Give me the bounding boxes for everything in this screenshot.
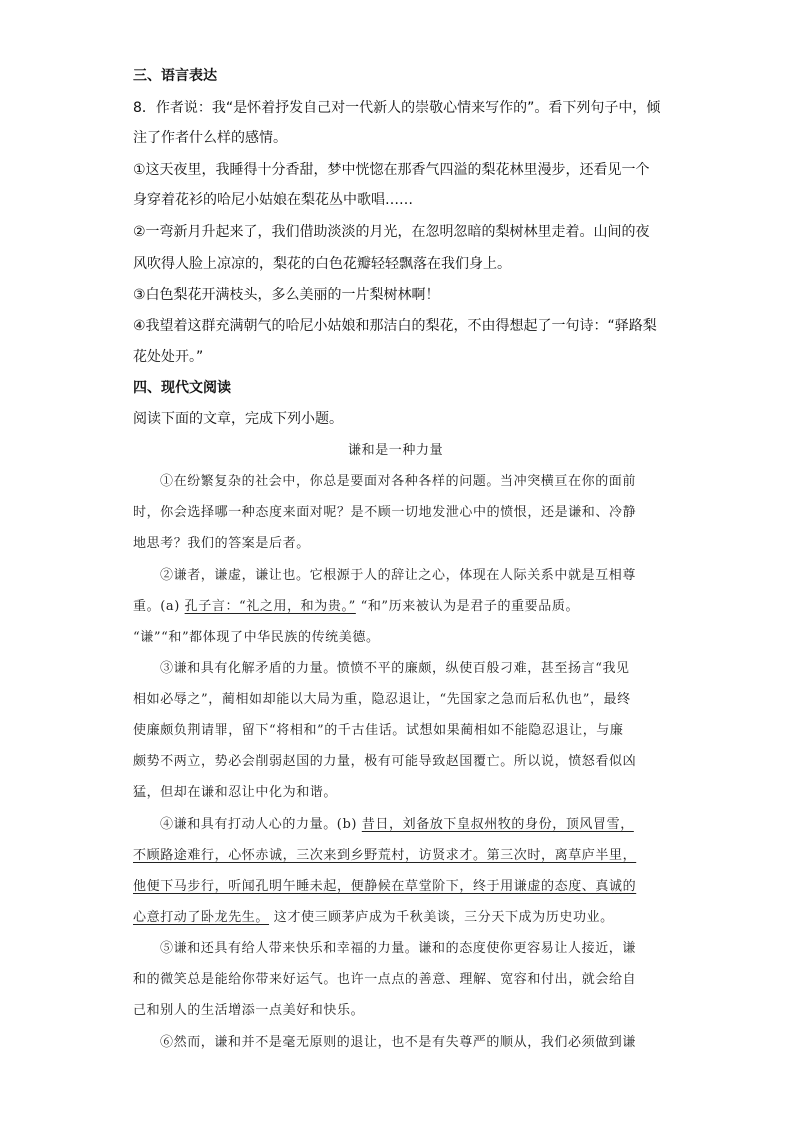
paragraph-4-line1 — [160, 815, 634, 835]
underlined-sentence-b-part1: 昔日，刘备放下皇叔州牧的身份，顶风冒雪， — [361, 817, 634, 832]
underlined-sentence-a: 孔子言：“礼之用，和为贵。” — [184, 599, 356, 614]
underlined-sentence-b-part3: 他便下马步行，听闻孔明午睡未起，便静候在草堂阶下，终于用谦虚的态度、真诚的 — [133, 879, 637, 894]
paragraph-2-line3: “谦”“和”都体现了中华民族的传统美德。 — [133, 630, 380, 645]
paragraph-4-line1-lead: ④谦和具有打动人心的力量。(b) — [160, 817, 358, 832]
paragraph-3-line5: 猛，但却在谦和忍让中化为和谐。 — [133, 785, 338, 800]
underlined-sentence-b-part4: 心意打动了卧龙先生。 — [133, 910, 270, 925]
paragraph-1-line1: ①在纷繁复杂的社会中，你总是要面对各种各样的问题。当冲突横亘在你的面前 — [160, 474, 637, 489]
section-heading-reading: 四、现代文阅读 — [133, 380, 231, 396]
question-8-line2: 注了作者什么样的感情。 — [133, 130, 287, 146]
paragraph-3-line2: 相如必辱之”，蔺相如却能以大局为重，隐忍退让，“先国家之急而后私仇也”，最终 — [133, 692, 631, 707]
paragraph-1-line2: 时，你会选择哪一种态度来面对呢？是不顾一切地发泄心中的愤恨，还是谦和、冷静 — [133, 505, 637, 520]
sentence-3-line1: ③白色梨花开满枝头，多么美丽的一片梨树林啊！ — [133, 287, 440, 303]
paragraph-4-line4 — [133, 908, 614, 928]
underlined-sentence-b-part2: 不顾路途难行，心怀赤诚，三次来到乡野荒村，访贤求才。第三次时，离草庐半里， — [133, 848, 637, 863]
sentence-2-line2: 风吹得人脸上凉凉的，梨花的白色花瓣轻轻飘落在我们身上。 — [133, 256, 511, 272]
section-heading-language: 三、语言表达 — [133, 68, 217, 84]
paragraph-4-line4-rest: 这才使三顾茅庐成为千秋美谈，三分天下成为历史功业。 — [273, 910, 614, 925]
sentence-2-line1: ②一弯新月升起来了，我们借助淡淡的月光，在忽明忽暗的梨树林里走着。山间的夜 — [133, 224, 650, 240]
sentence-1-line1: ①这天夜里，我睡得十分香甜，梦中恍惚在那香气四溢的梨花林里漫步，还看见一个 — [133, 162, 650, 178]
marker-a: 重。(a) — [133, 599, 180, 614]
sentence-1-line2: 身穿着花衫的哈尼小姑娘在梨花丛中歌唱…… — [133, 192, 413, 208]
paragraph-3-line3: 使廉颇负荆请罪，留下“将相和”的千古佳话。试想如果蔺相如不能隐忍退让，与廉 — [133, 723, 624, 738]
paragraph-2-line1: ②谦者，谦虚，谦让也。它根源于人的辞让之心，体现在人际关系中就是互相尊 — [160, 568, 637, 583]
paragraph-2-line2-rest: “和”历来被认为是君子的重要品质。 — [360, 599, 580, 614]
paragraph-3-line1: ③谦和具有化解矛盾的力量。愤愤不平的廉颇，纵使百般刁难，甚至扬言“我见 — [160, 661, 630, 676]
sentence-4-line2: 花处处开。” — [133, 349, 204, 365]
paragraph-2-line2 — [133, 597, 579, 617]
reading-instruction: 阅读下面的文章，完成下列小题。 — [133, 411, 343, 427]
paragraph-5-line3: 己和别人的生活增添一点美好和快乐。 — [133, 1003, 365, 1018]
article-title: 谦和是一种力量 — [348, 443, 444, 458]
sentence-4-line1: ④我望着这群充满朝气的哈尼小姑娘和那洁白的梨花，不由得想起了一句诗：“驿路梨 — [133, 318, 657, 334]
question-8-line1: 8．作者说：我“是怀着抒发自己对一代新人的崇敬心情来写作的”。看下列句子中，倾 — [133, 100, 661, 116]
paragraph-6-line1: ⑥然而，谦和并不是毫无原则的退让，也不是有失尊严的顺从，我们必须做到谦 — [160, 1035, 637, 1050]
paragraph-3-line4: 颇势不两立，势必会削弱赵国的力量，极有可能导致赵国覆亡。所以说，愤怒看似凶 — [133, 754, 637, 769]
paragraph-5-line1: ⑤谦和还具有给人带来快乐和幸福的力量。谦和的态度使你更容易让人接近，谦 — [160, 941, 637, 956]
paragraph-1-line3: 地思考？我们的答案是后者。 — [133, 536, 310, 551]
paragraph-5-line2: 和的微笑总是能给你带来好运气。也许一点点的善意、理解、宽容和付出，就会给自 — [133, 972, 637, 987]
